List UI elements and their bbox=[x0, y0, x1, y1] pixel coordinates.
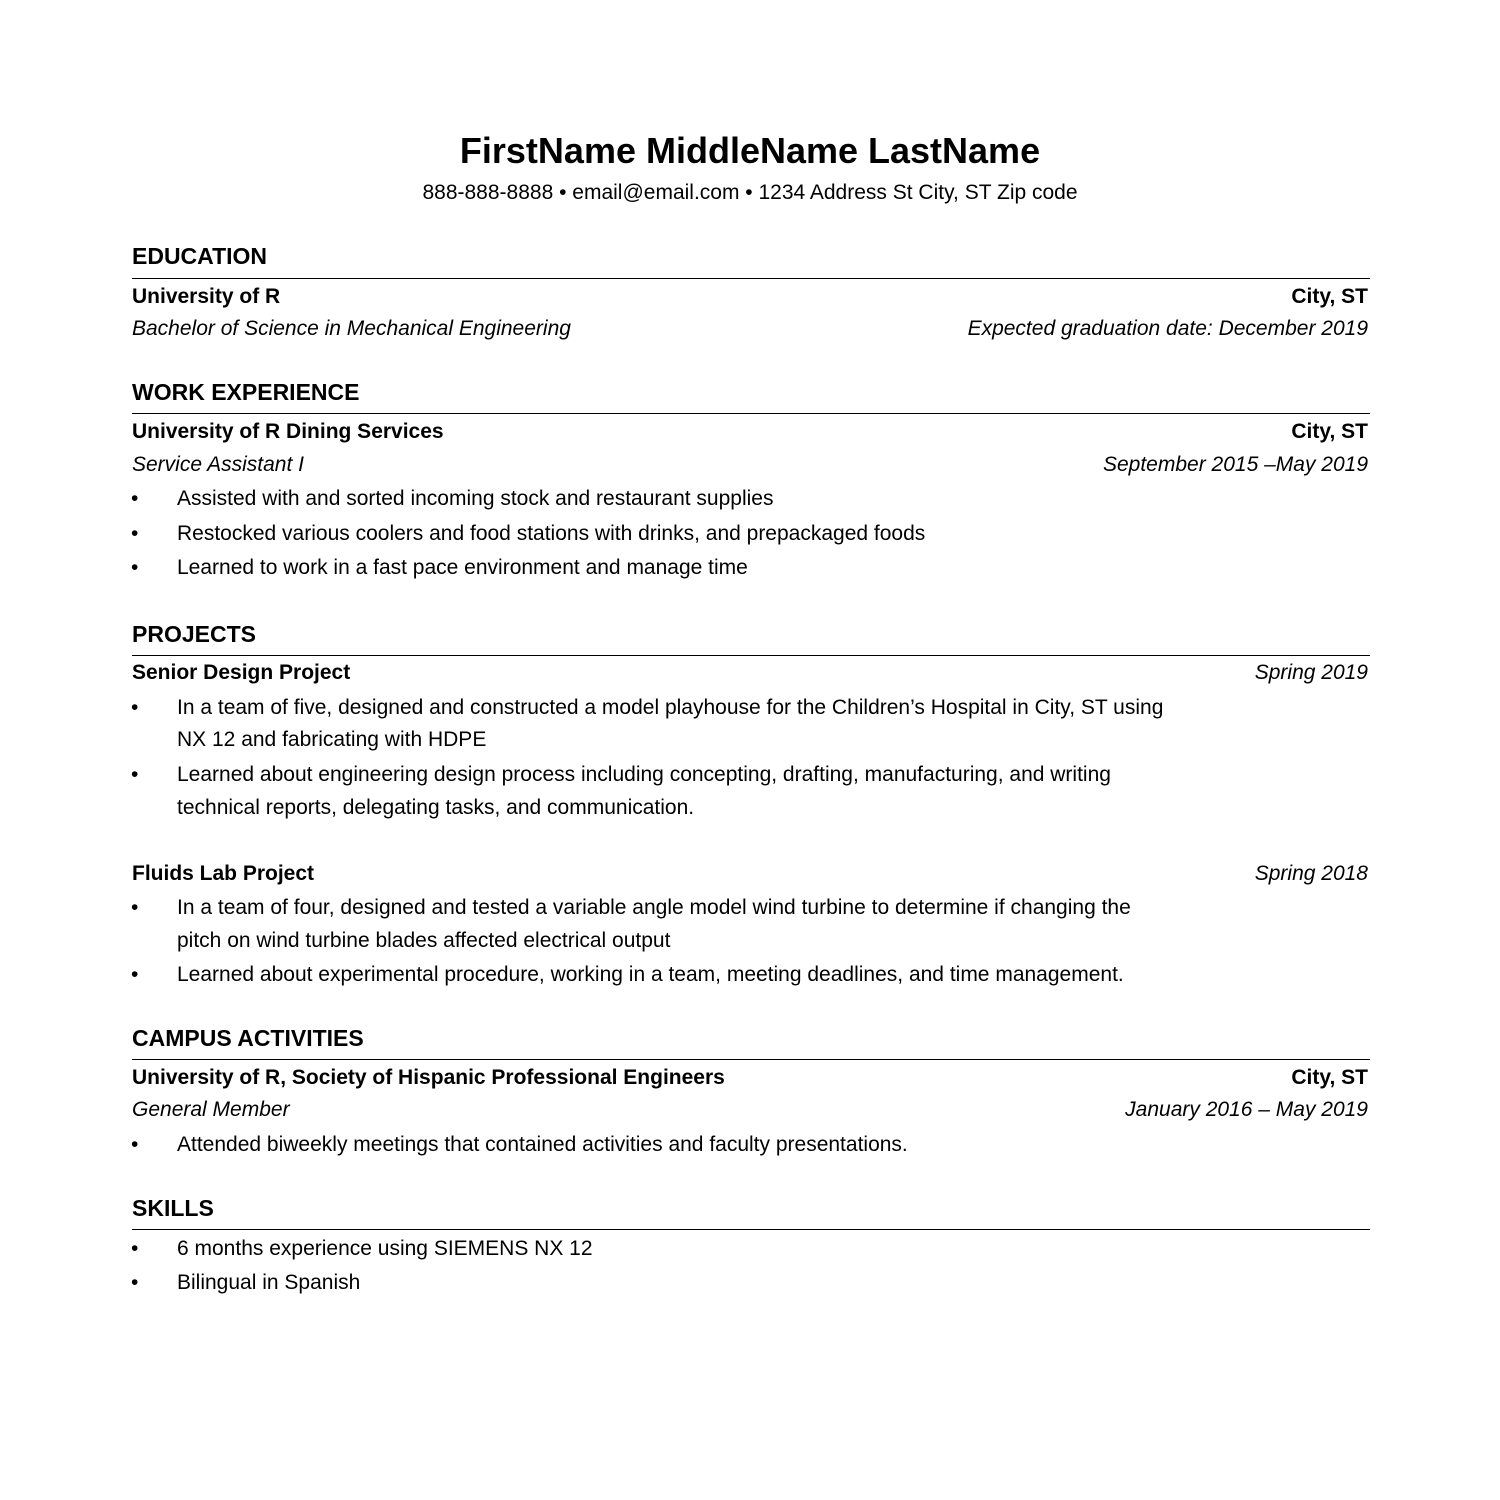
project-bullet-line: Learned about engineering design process including concepting, drafting, manufacturing, and writing bbox=[177, 763, 1111, 786]
bullet-icon: • bbox=[131, 556, 139, 579]
bullet-icon: • bbox=[131, 1133, 139, 1156]
section-divider bbox=[132, 1059, 1370, 1060]
bullet-icon: • bbox=[131, 1271, 139, 1294]
work-bullet: Learned to work in a fast pace environment and manage time bbox=[177, 556, 748, 579]
work-employer: University of R Dining Services bbox=[132, 420, 444, 443]
project-bullet-line: Learned about experimental procedure, working in a team, meeting deadlines, and time management. bbox=[177, 963, 1124, 986]
education-graduation: Expected graduation date: December 2019 bbox=[967, 317, 1368, 340]
work-dates: September 2015 –May 2019 bbox=[1102, 453, 1368, 476]
work-title: Service Assistant I bbox=[132, 453, 304, 476]
bullet-icon: • bbox=[131, 896, 139, 919]
activity-location: City, ST bbox=[1291, 1066, 1368, 1089]
project-bullet-line: NX 12 and fabricating with HDPE bbox=[177, 728, 487, 751]
education-degree: Bachelor of Science in Mechanical Engineering bbox=[132, 317, 571, 340]
candidate-name: FirstName MiddleName LastName bbox=[459, 130, 1041, 171]
bullet-icon: • bbox=[131, 487, 139, 510]
work-location: City, ST bbox=[1291, 420, 1368, 443]
project-name: Senior Design Project bbox=[132, 661, 351, 684]
project-bullet-line: pitch on wind turbine blades affected electrical output bbox=[177, 929, 671, 952]
bullet-icon: • bbox=[131, 522, 139, 545]
bullet-icon: • bbox=[131, 696, 139, 719]
bullet-icon: • bbox=[131, 1237, 139, 1260]
activity-org: University of R, Society of Hispanic Professional Engineers bbox=[132, 1066, 725, 1089]
section-divider bbox=[132, 655, 1370, 656]
work-bullet: Assisted with and sorted incoming stock and restaurant supplies bbox=[177, 487, 774, 510]
project-name: Fluids Lab Project bbox=[132, 862, 315, 885]
education-location: City, ST bbox=[1291, 285, 1368, 308]
project-bullet-line: technical reports, delegating tasks, and communication. bbox=[177, 796, 695, 819]
section-heading-projects: PROJECTS bbox=[132, 621, 256, 647]
section-divider bbox=[132, 1229, 1370, 1230]
skill-item: 6 months experience using SIEMENS NX 12 bbox=[177, 1237, 593, 1260]
section-heading-skills: SKILLS bbox=[132, 1195, 214, 1221]
project-bullet-line: In a team of four, designed and tested a variable angle model wind turbine to determine if changing the bbox=[177, 896, 1131, 919]
activity-dates: January 2016 – May 2019 bbox=[1125, 1098, 1368, 1121]
activity-role: General Member bbox=[132, 1098, 290, 1121]
bullet-icon: • bbox=[131, 763, 139, 786]
skill-item: Bilingual in Spanish bbox=[177, 1271, 361, 1294]
project-date: Spring 2018 bbox=[1254, 862, 1368, 885]
section-heading-activities: CAMPUS ACTIVITIES bbox=[132, 1025, 364, 1051]
section-heading-work: WORK EXPERIENCE bbox=[132, 379, 360, 405]
section-divider bbox=[132, 413, 1370, 414]
section-divider bbox=[132, 278, 1370, 279]
work-bullet: Restocked various coolers and food stations with drinks, and prepackaged foods bbox=[177, 522, 926, 545]
project-date: Spring 2019 bbox=[1254, 661, 1368, 684]
activity-bullet: Attended biweekly meetings that contained activities and faculty presentations. bbox=[177, 1133, 908, 1156]
project-bullet-line: In a team of five, designed and constructed a model playhouse for the Children’s Hospital in City, ST using bbox=[177, 696, 1164, 719]
education-school: University of R bbox=[132, 285, 281, 308]
section-heading-education: EDUCATION bbox=[132, 243, 268, 269]
contact-line: 888-888-8888 • email@email.com • 1234 Address St City, ST Zip code bbox=[422, 181, 1078, 204]
bullet-icon: • bbox=[131, 963, 139, 986]
